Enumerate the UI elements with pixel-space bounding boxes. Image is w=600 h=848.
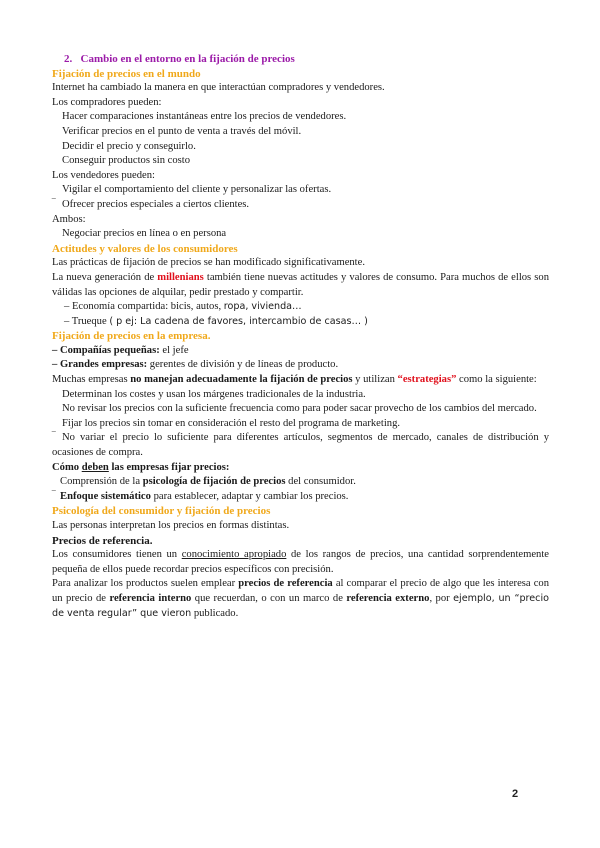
dash-icon: ‾ — [52, 432, 56, 444]
list-item: – Economía compartida: bicis, autos, ropa, vivienda… — [64, 301, 302, 313]
list-item: Vigilar el comportamiento del cliente y personalizar las ofertas. — [62, 184, 332, 196]
paragraph: La nueva generación de millenians también tiene nuevas actitudes y valores de consumo. Para muchos de ellos son válidas las opciones de alquilar, pedir prestado y compartir. — [52, 271, 549, 298]
list-item: Negociar precios en línea o en persona — [62, 228, 227, 240]
list-item: ‾ No variar el precio lo suficiente para diferentes artículos, segmentos de mercado, canales de distribución y ocasiones de compra. — [52, 432, 549, 459]
paragraph: Internet ha cambiado la manera en que interactúan compradores y vendedores. — [52, 82, 385, 94]
list-item: – Compañías pequeñas: el jefe — [52, 344, 189, 356]
list-item: Determinan los costes y usan los márgenes tradicionales de la industria. — [62, 388, 366, 400]
page-number: 2 — [512, 788, 519, 800]
paragraph: Las personas interpretan los precios en formas distintas. — [52, 520, 290, 531]
paragraph: Los consumidores tienen un conocimiento apropiado de los rangos de precios, una cantidad sorprendentemente pequeña de ellos puede recordar precios específicos con precisión. — [52, 549, 549, 575]
list-item: – Trueque ( p ej: La cadena de favores, intercambio de casas… ) — [64, 315, 368, 327]
paragraph: Para analizar los productos suelen emplear precios de referencia al comparar el precio de algo que les interesa con un precio de referencia interno que recuerdan, o con un marco de referencia externo, por ejemplo, un “precio de venta regular” que vieron publicado. — [52, 578, 549, 619]
list-item: Verificar precios en el punto de venta a través del móvil. — [62, 125, 302, 137]
list-item: No revisar los precios con la suficiente frecuencia como para poder sacar provecho de los cambios del mercado. — [62, 403, 537, 415]
list-item: – Grandes empresas: gerentes de división y de líneas de producto. — [52, 359, 339, 371]
subheading: Precios de referencia. — [52, 534, 153, 547]
list-item: Conseguir productos sin costo — [62, 155, 190, 167]
section-title: 2. Cambio en el entorno en la fijación de precios — [64, 53, 295, 65]
both-label: Ambos: — [52, 213, 86, 225]
dash-icon: ‾ — [52, 198, 56, 210]
buyers-label: Los compradores pueden: — [52, 96, 162, 108]
list-item: ‾ Ofrecer precios especiales a ciertos clientes. — [52, 198, 549, 213]
sellers-label: Los vendedores pueden: — [52, 169, 155, 181]
heading-world: Fijación de precios en el mundo — [52, 67, 201, 80]
list-item: Decidir el precio y conseguirlo. — [62, 140, 196, 152]
list-item: ‾ Enfoque sistemático para establecer, adaptar y cambiar los precios. — [52, 490, 549, 505]
document-page — [52, 52, 549, 621]
list-item: Hacer comparaciones instantáneas entre los precios de vendedores. — [62, 111, 347, 123]
paragraph: Las prácticas de fijación de precios se han modificado significativamente. — [52, 257, 365, 269]
dash-icon: ‾ — [52, 490, 56, 502]
list-item: Fijar los precios sin tomar en consideración el resto del programa de marketing. — [62, 417, 401, 429]
heading-attitudes: Actitudes y valores de los consumidores — [52, 242, 238, 255]
question: Cómo deben las empresas fijar precios: — [52, 461, 230, 473]
heading-psychology: Psicología del consumidor y fijación de precios — [52, 505, 271, 518]
list-item: Comprensión de la psicología de fijación de precios del consumidor. — [60, 476, 356, 488]
heading-company: Fijación de precios en la empresa. — [52, 330, 211, 343]
paragraph: Muchas empresas no manejan adecuadamente la fijación de precios y utilizan “estrategias” como la siguiente: — [52, 374, 537, 386]
